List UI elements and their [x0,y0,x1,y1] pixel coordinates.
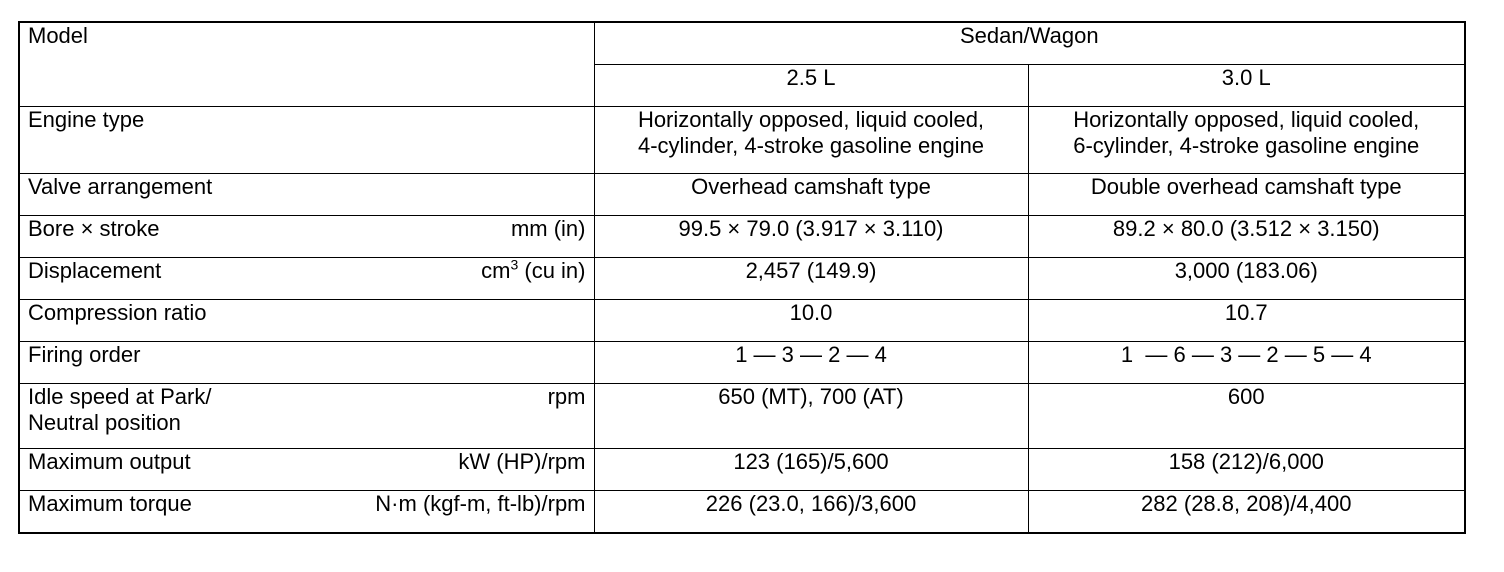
row-unit: N·m (kgf-m, ft-lb)/rpm [375,491,586,516]
row-label-cell [19,491,594,534]
col-header-3.0l: 3.0 L [1028,65,1465,107]
value-2.5l: 650 (MT), 700 (AT) [594,384,1028,449]
value-2.5l: 123 (165)/5,600 [594,449,1028,491]
table-row [19,174,1465,216]
row-label-cell [19,384,594,449]
row-label-cell [19,174,594,216]
model-header-cell [19,22,594,107]
value-line: 4-cylinder, 4-stroke gasoline engine [637,133,985,158]
row-unit [481,258,585,284]
row-label-cell [19,342,594,384]
row-label: Engine type [28,107,145,132]
table-row [19,491,1465,534]
value-2.5l: 226 (23.0, 166)/3,600 [594,491,1028,534]
value-line: 6-cylinder, 4-stroke gasoline engine [1073,133,1420,158]
row-label: Maximum torque [28,491,192,516]
value-3.0l: 158 (212)/6,000 [1028,449,1465,491]
value-line: Horizontally opposed, liquid cooled, [637,107,985,132]
table-row [19,384,1465,449]
value-3.0l: 89.2 × 80.0 (3.512 × 3.150) [1028,216,1465,258]
unit-superscript: 3 [510,256,519,273]
row-label: Firing order [28,342,141,367]
row-label-cell [19,107,594,174]
value-2.5l: 1 — 3 — 2 — 4 [594,342,1028,384]
value-line: Horizontally opposed, liquid cooled, [1073,107,1420,132]
value-3.0l: 282 (28.8, 208)/4,400 [1028,491,1465,534]
value-2.5l: 2,457 (149.9) [594,258,1028,300]
row-label-cell [19,449,594,491]
value-3.0l [1028,107,1465,174]
row-label-line: Idle speed at Park/ [28,384,212,409]
table-row [19,449,1465,491]
engine-spec-table [18,21,1466,534]
col-header-2.5l: 2.5 L [594,65,1028,107]
row-unit: kW (HP)/rpm [458,449,586,474]
row-label-line: Neutral position [28,410,181,435]
row-label-cell [19,300,594,342]
row-label: Maximum output [28,449,191,474]
row-label [28,384,211,436]
group-header-cell [594,22,1465,65]
unit-base: cm [481,258,511,283]
table-header-row [19,22,1465,65]
value-3.0l: 3,000 (183.06) [1028,258,1465,300]
value-2.5l: Overhead camshaft type [594,174,1028,216]
row-unit: rpm [547,384,586,409]
row-label-cell [19,216,594,258]
value-3.0l: Double overhead camshaft type [1028,174,1465,216]
table-row [19,216,1465,258]
value-2.5l [594,107,1028,174]
row-label: Bore × stroke [28,216,160,241]
row-label: Valve arrangement [28,174,213,199]
row-label-cell [19,258,594,300]
table-row [19,300,1465,342]
table-row [19,342,1465,384]
value-3.0l: 600 [1028,384,1465,449]
table-row [19,258,1465,300]
row-label: Compression ratio [28,300,207,325]
sedan-wagon-label: Sedan/Wagon [959,23,1099,48]
model-label: Model [28,23,88,48]
value-2.5l: 99.5 × 79.0 (3.917 × 3.110) [594,216,1028,258]
value-3.0l: 1 — 6 — 3 — 2 — 5 — 4 [1028,342,1465,384]
row-unit: mm (in) [510,216,586,241]
value-2.5l: 10.0 [594,300,1028,342]
unit-suffix: (cu in) [518,258,586,283]
table-row [19,107,1465,174]
value-3.0l: 10.7 [1028,300,1465,342]
row-label: Displacement [28,258,162,283]
